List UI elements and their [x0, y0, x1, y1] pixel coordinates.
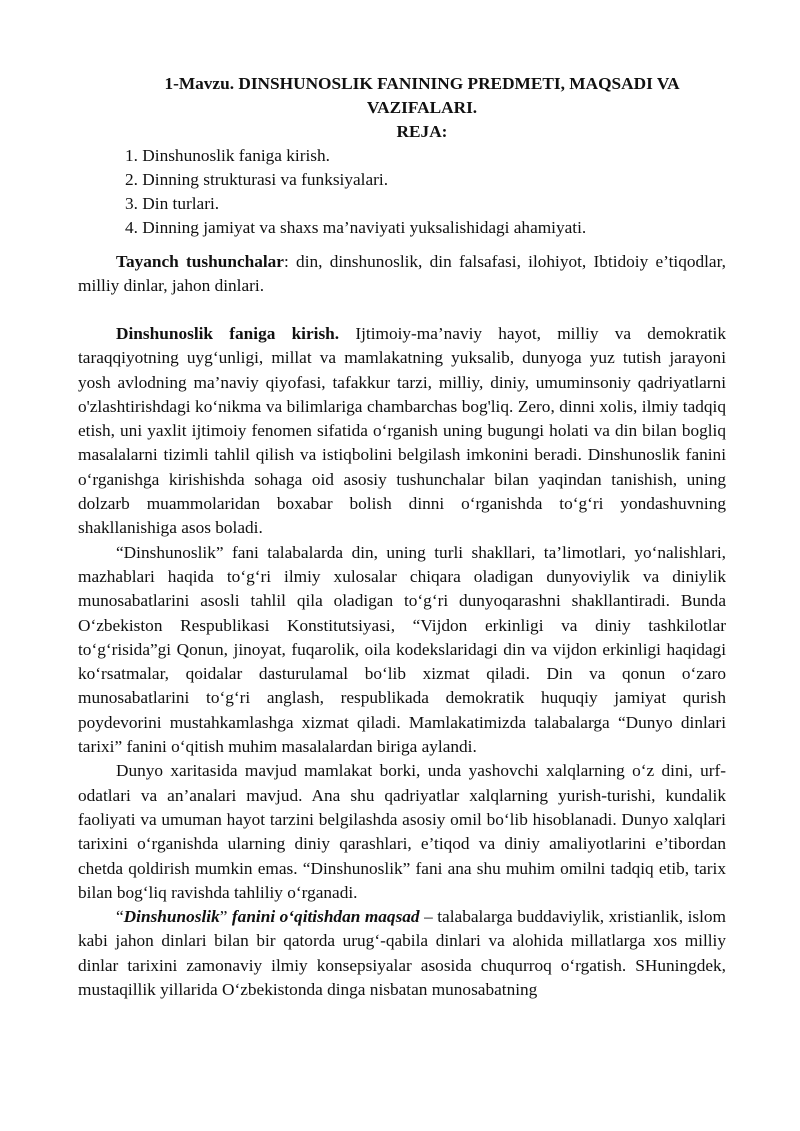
- paragraph-goal: [78, 905, 726, 1002]
- paragraph-course: “Dinshunoslik” fani talabalarda din, uning turli shakllari, ta’limotlari, yo‘nalishlari, mazhablari haqida to‘g‘ri ilmiy xulosalar chiqara oladigan dunyoviylik va diniylik munosabatlarini asosli tahlil qila oladigan to‘g‘ri dunyoqarashni shakllantiradi. Bunda O‘zbekiston Respublikasi Konstitutsiyasi, “Vijdon erkinligi va diniy tashkilotlar to‘g‘risida”gi Qonun, jinoyat, fuqarolik, oila kodekslaridagi din va vijdon erkinligi haqidagi ko‘rsatmalar, qoidalar dasturulamal bo‘lib xizmat qiladi. Din va qonun o‘zaro munosabatlarini to‘g‘ri anglash, respublikada demokratik huquqiy jamiyat qurish poydevorini mustahkamlashga xizmat qiladi. Mamlakatimizda talabalarga “Dunyo dinlari tarixi” fanini o‘qitish muhim masalalardan biriga aylandi.: [78, 542, 726, 757]
- paragraph-world: Dunyo xaritasida mavjud mamlakat borki, unda yashovchi xalqlarning o‘z dini, urf-odatlari va an’analari mavjud. Ana shu qadriyatlar xalqlarning yurish-turishi, kundalik faoliyati va umuman hayot tarzini belgilashda asosiy omil bo‘lib hisoblanadi. Dunyo xalqlari tarixini o‘rganishda ularning diniy qarashlari, e’tiqod va diniy amaliyotlarini e’tibordan chetda qoldirish mumkin emas. “Dinshunoslik” fani ana shu muhim omilni tadqiq etib, tarix bilan bog‘liq ravishda tahliliy o‘rganadi.: [78, 761, 726, 902]
- document-title: [78, 72, 726, 120]
- document-page: [78, 72, 726, 1002]
- plan-heading: REJA:: [396, 122, 448, 141]
- key-terms-paragraph: [78, 250, 726, 298]
- plan-item: 2. Dinning strukturasi va funksiyalari.: [125, 170, 389, 189]
- open-quote: “: [116, 907, 124, 927]
- paragraph-intro: [78, 322, 726, 541]
- paragraph-intro-text: Ijtimoiy-ma’naviy hayot, milliy va demokratik taraqqiyotning uyg‘unligi, millat va mamlakatning yuksalib, dunyoga yuz tutish jarayoni yosh avlodning ma’naviy qiyofasi, tafakkur tarzi, milliy, diniy, umuminsoniy qadriyatlarni o'zlashtirishdagi ko‘nikma va bilimlariga chambarchas bog'liq. Zero, dinni xolis, ilmiy tadqiq etish, uni yaxlit ijtimoiy fenomen sifatida o‘rganish uning bugungi holati va din bilan bogliq masalalarni tizimli tahlil qilish va istiqbolini belgilash imkonini beradi. Dinshunoslik fanini o‘rganishga kirishishda sohaga oid asosiy tushunchalar bilan yaqindan tanishish, uning dolzarb muammolaridan boxabar bolish dinni o‘rganishda to‘g‘ri yondashuvning shakllanishiga asos boladi.: [78, 324, 726, 538]
- plan-item: 3. Din turlari.: [125, 194, 220, 213]
- plan-list: [78, 144, 726, 240]
- plan-item: 4. Dinning jamiyat va shaxs ma’naviyati yuksalishidagi ahamiyati.: [125, 218, 587, 237]
- key-terms-text: : din, dinshunoslik, din falsafasi, ilohiyot, Ibtidoiy e’tiqodlar, milliy dinlar, jahon dinlari.: [78, 252, 726, 295]
- key-terms-label: Tayanch tushunchalar: [116, 252, 284, 271]
- goal-text: – talabalarga buddaviylik, xristianlik, islom kabi jahon dinlari bilan bir qatorda urug‘-qabila dinlari va alohida millatlarga xos milliy dinlar tarixini zamonaviy ilmiy konsepsiyalar asosida chuqurroq o‘rgatish. SHuningdek, mustaqillik yillarida O‘zbekistonda dinga nisbatan munosabatning: [78, 907, 726, 1000]
- close-quote: ”: [219, 907, 228, 927]
- goal-phrase: fanini o‘qitishdan maqsad: [227, 907, 420, 927]
- goal-term: Dinshunoslik: [123, 907, 220, 927]
- paragraph-intro-lead: Dinshunoslik faniga kirish.: [116, 324, 340, 343]
- plan-item: 1. Dinshunoslik faniga kirish.: [125, 146, 330, 165]
- title-line-1: 1-Mavzu. DINSHUNOSLIK FANINING PREDMETI, MAQSADI VA: [164, 74, 680, 93]
- title-line-2: VAZIFALARI.: [366, 98, 478, 117]
